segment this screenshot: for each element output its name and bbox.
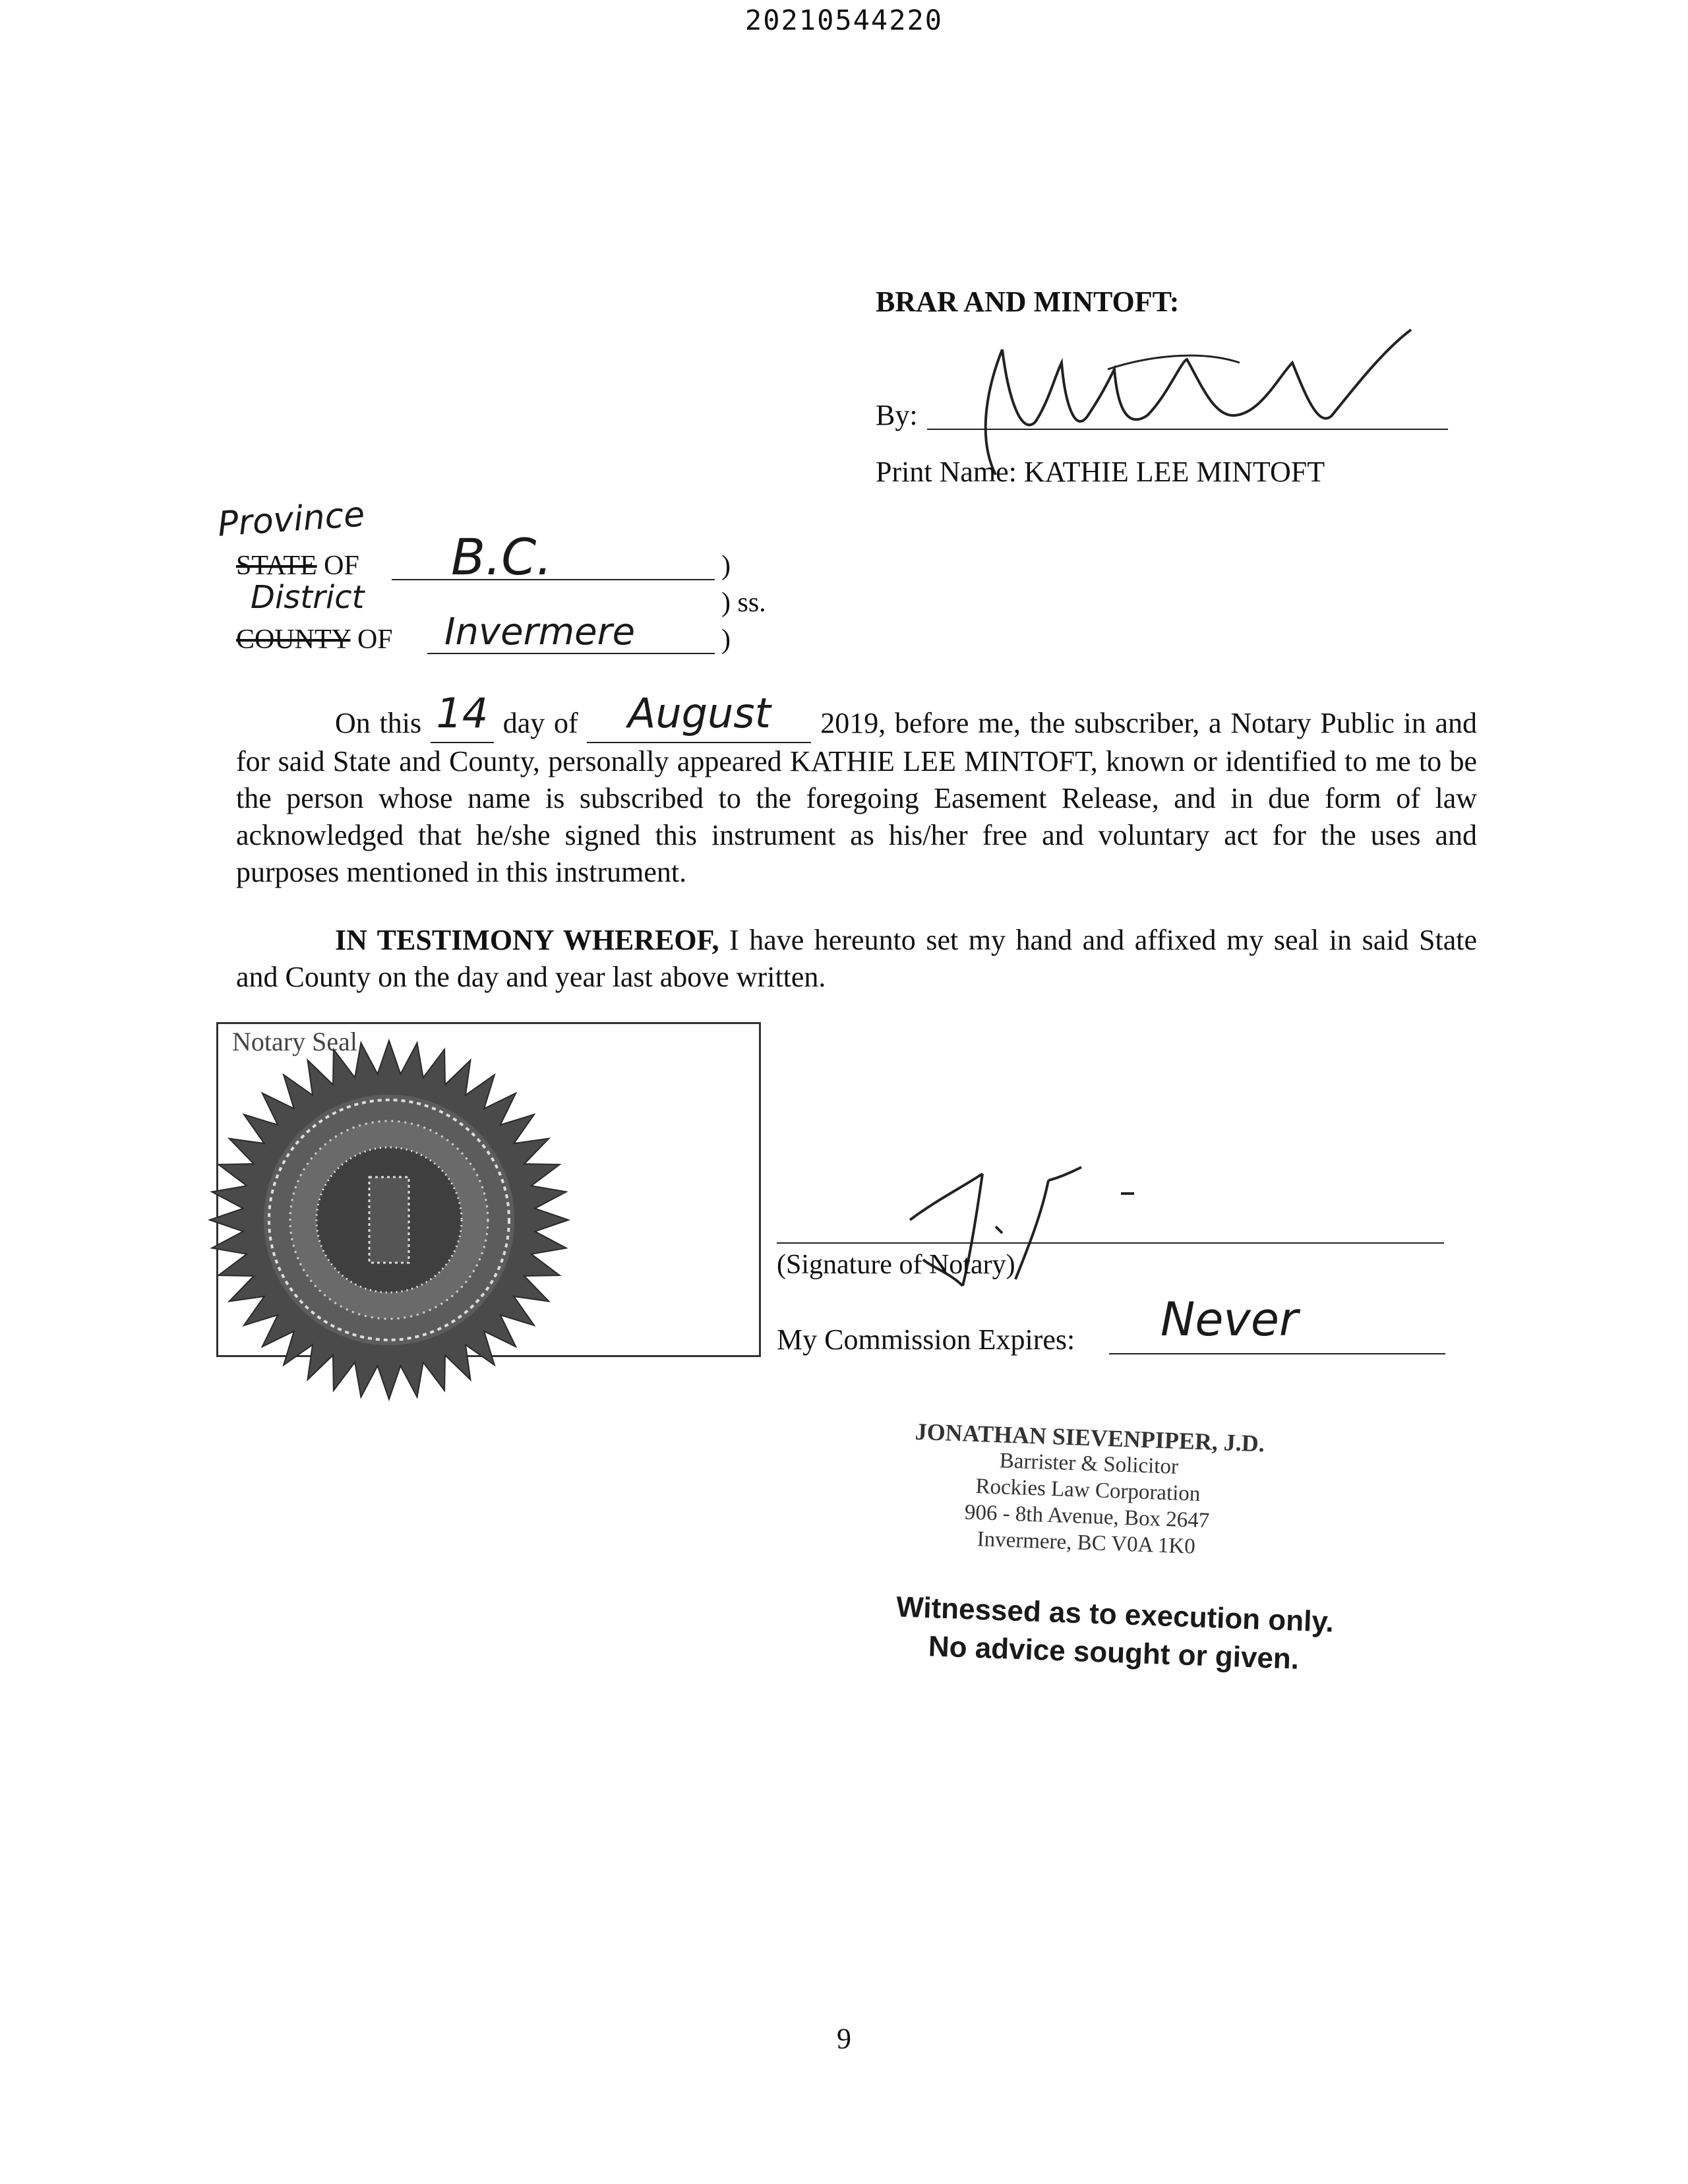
witness-line-1: Witnessed as to execution only. xyxy=(895,1591,1335,1639)
notary-seal-label: Notary Seal xyxy=(232,1027,357,1056)
testimony-paragraph xyxy=(236,922,1477,996)
province-handwritten: Province xyxy=(216,495,367,545)
commission-label: My Commission Expires: xyxy=(777,1323,1075,1356)
stamp-firm: Rockies Law Corporation xyxy=(975,1474,1201,1506)
state-line xyxy=(392,579,715,580)
county-value-handwritten: Invermere xyxy=(444,611,636,653)
stamp-address-1: 906 - 8th Avenue, Box 2647 xyxy=(964,1500,1210,1533)
commission-value-handwritten: Never xyxy=(1160,1292,1298,1347)
acknowledgment-text: 2019, before me, the subscriber, a Notary Public in and for said State and County, personally appeared KATHIE LEE MINTOFT, known or identified to me to be the person whose name is subscribed to the foregoing Easement Release, and in due form of law acknowledged that he/she signed this instrument as his/her free and voluntary act for the uses and purposes mentioned in this instrument. xyxy=(236,707,1478,888)
stamp-name: JONATHAN SIEVENPIPER, J.D. xyxy=(915,1418,1265,1457)
month-field xyxy=(587,689,811,743)
county-label: COUNTY xyxy=(236,624,351,655)
state-value-handwritten: B.C. xyxy=(451,528,553,586)
notary-seal-image xyxy=(198,1035,580,1405)
notary-signature-line xyxy=(777,1242,1444,1244)
paren-1: ) xyxy=(721,551,731,581)
page-number: 9 xyxy=(837,2022,851,2055)
state-label: STATE xyxy=(236,551,317,581)
notary-signature-caption: (Signature of Notary) xyxy=(777,1250,1015,1280)
commission-line xyxy=(1109,1353,1445,1354)
stamp-address-2: Invermere, BC V0A 1K0 xyxy=(977,1527,1196,1559)
print-name xyxy=(876,455,1325,489)
county-of-label: OF xyxy=(357,624,393,655)
lawyer-stamp xyxy=(855,1416,1321,1564)
paren-2: ) xyxy=(721,624,731,655)
party-heading: BRAR AND MINTOFT: xyxy=(876,286,1180,318)
by-label: By: xyxy=(876,399,918,431)
testimony-text: I have hereunto set my hand and affixed my seal in said State and County on the day and year last above written. xyxy=(236,924,1477,993)
district-handwritten: District xyxy=(251,579,365,616)
month-value: August xyxy=(627,689,771,737)
document-number: 20210544220 xyxy=(744,4,944,36)
stamp-title: Barrister & Solicitor xyxy=(999,1449,1179,1479)
day-of-label: day of xyxy=(502,707,578,739)
state-of-label: OF xyxy=(324,551,359,581)
print-name-value: KATHIE LEE MINTOFT xyxy=(1023,456,1325,488)
day-field xyxy=(431,689,494,743)
witness-stamp xyxy=(876,1587,1353,1680)
ss-label: ) ss. xyxy=(721,588,766,618)
print-name-label: Print Name: xyxy=(876,456,1017,488)
day-value: 14 xyxy=(436,689,489,737)
testimony-lead: IN TESTIMONY WHEREOF, xyxy=(335,924,719,956)
acknowledgment-paragraph xyxy=(236,689,1478,891)
on-this-label: On this xyxy=(335,707,422,739)
witness-line-2: No advice sought or given. xyxy=(928,1630,1300,1676)
